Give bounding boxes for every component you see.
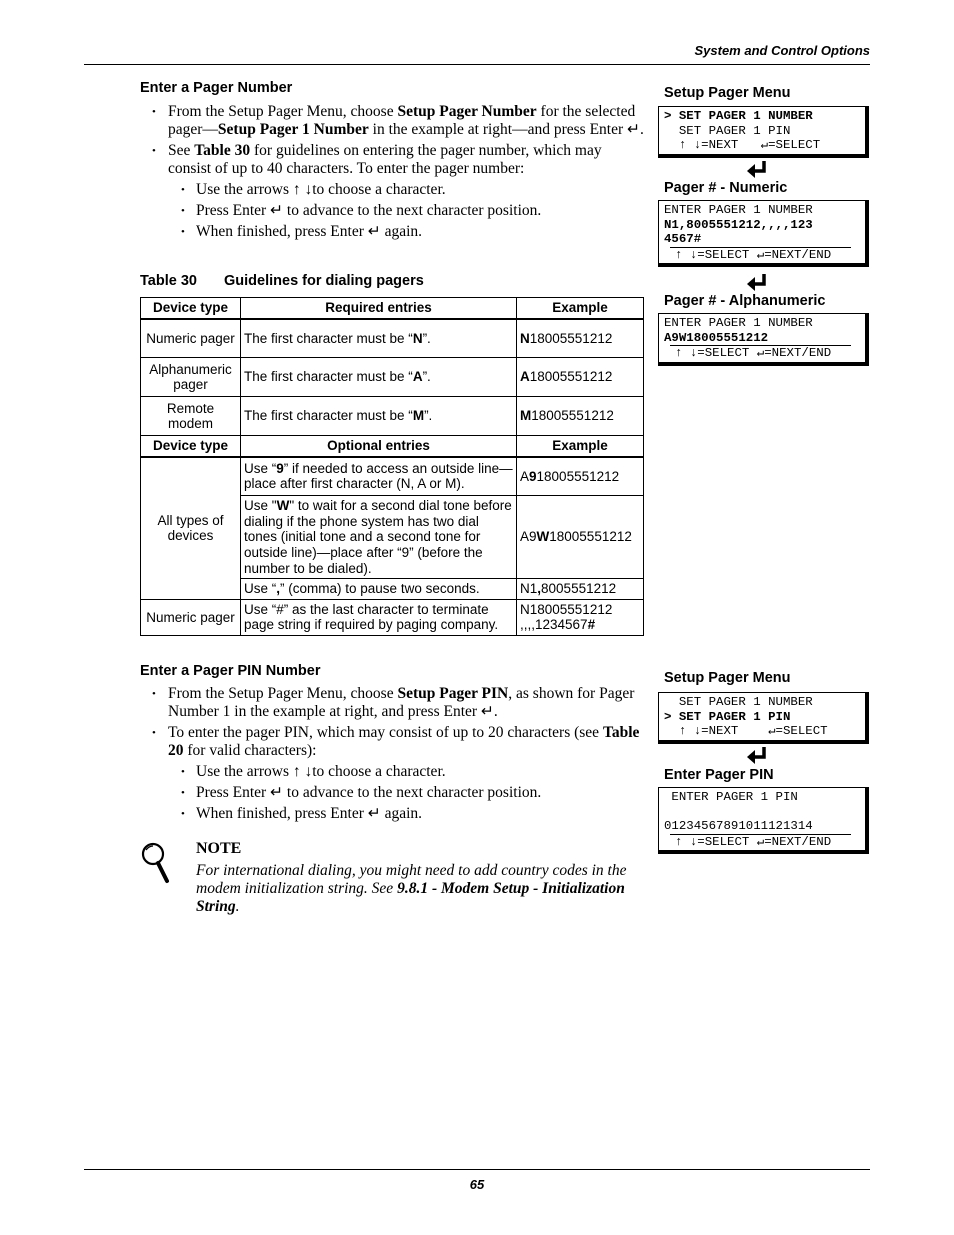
entry-cell: The first character must be “N”. bbox=[241, 319, 517, 358]
magnifier-note-icon bbox=[140, 842, 170, 884]
lcd-line bbox=[664, 805, 865, 820]
table-row bbox=[141, 599, 644, 635]
entry-cell: Use "W" to wait for a second dial tone before dialing if the phone system has two dial tones (initial tone and a second tone for outside line)—place after “9” (before the number to be dialed). bbox=[241, 496, 517, 579]
note-title: NOTE bbox=[196, 840, 242, 857]
sub-bullet-item: • Press Enter ↵ to advance to the next character position. bbox=[140, 202, 646, 220]
table-header-cell: Example bbox=[517, 436, 644, 457]
lcd-screen-setup-menu-pin bbox=[658, 692, 869, 744]
table-row bbox=[141, 319, 644, 358]
sub-bullet-item: • Press Enter ↵ to advance to the next character position. bbox=[140, 784, 646, 802]
table-row bbox=[141, 358, 644, 397]
pager-guidelines-table bbox=[140, 297, 644, 636]
lcd-line: ENTER PAGER 1 NUMBER bbox=[664, 316, 813, 330]
table-header-cell: Required entries bbox=[241, 298, 517, 319]
section-heading-pager-number: Enter a Pager Number bbox=[140, 80, 293, 96]
screen-label: Pager # - Numeric bbox=[664, 180, 788, 196]
lcd-screen-pin bbox=[658, 787, 869, 854]
section-heading-pager-pin: Enter a Pager PIN Number bbox=[140, 663, 321, 679]
table-header-cell: Device type bbox=[141, 298, 241, 319]
sub-bullet-item: • When finished, press Enter ↵ again. bbox=[140, 805, 646, 823]
sub-bullet-item: • When finished, press Enter ↵ again. bbox=[140, 223, 646, 241]
section-body-pager-number bbox=[140, 103, 646, 244]
lcd-screen-setup-menu bbox=[658, 106, 869, 158]
example-cell: N1,8005551212 bbox=[517, 579, 644, 600]
sub-bullet-item: • Use the arrows ↑ ↓to choose a character. bbox=[140, 181, 646, 199]
entry-cell: Use “#” as the last character to terminate page string if required by paging company. bbox=[241, 599, 517, 635]
table-row bbox=[141, 397, 644, 436]
page-number: 65 bbox=[469, 1177, 485, 1192]
bullet-item: • From the Setup Pager Menu, choose Setup Pager Number for the selected pager—Setup Pager 1 Number in the example at right—and press Enter ↵. bbox=[140, 103, 646, 139]
lcd-screen-alphanumeric bbox=[658, 313, 869, 366]
lcd-line: ENTER PAGER 1 PIN bbox=[664, 790, 798, 804]
enter-arrow-icon bbox=[746, 273, 768, 291]
lcd-line: ENTER PAGER 1 NUMBER bbox=[664, 203, 813, 217]
table-header-cell: Device type bbox=[141, 436, 241, 457]
lcd-line: > SET PAGER 1 PIN bbox=[664, 709, 791, 724]
table-subheader-row bbox=[141, 436, 644, 457]
lcd-line: ↑ ↓=SELECT ↵=NEXT/END bbox=[670, 345, 851, 361]
lcd-line: ↑ ↓=NEXT ↵=SELECT bbox=[664, 724, 828, 739]
screen-label: Setup Pager Menu bbox=[664, 670, 791, 686]
table-header-cell: Optional entries bbox=[241, 436, 517, 457]
section-body-pager-pin bbox=[140, 685, 646, 826]
lcd-screen-numeric bbox=[658, 200, 869, 267]
example-cell: A18005551212 bbox=[517, 358, 644, 397]
lcd-line: A9W18005551212 bbox=[664, 330, 769, 345]
enter-arrow-icon bbox=[746, 160, 768, 178]
sub-bullet-item: • Use the arrows ↑ ↓to choose a character. bbox=[140, 763, 646, 781]
example-cell: A9W18005551212 bbox=[517, 496, 644, 579]
lcd-line: N1,8005551212,,,,123 bbox=[664, 217, 813, 232]
bullet-item: • From the Setup Pager Menu, choose Setup Pager PIN, as shown for Pager Number 1 in the example at right, and press Enter ↵. bbox=[140, 685, 646, 721]
note-text: For international dialing, you might need to add country codes in the modem initialization string. See 9.8.1 - Modem Setup - Initialization String. bbox=[196, 862, 627, 915]
lcd-line: 4567# bbox=[664, 232, 702, 247]
entry-cell: Use “9” if needed to access an outside line—place after first character (N, A or M). bbox=[241, 457, 517, 496]
lcd-line: SET PAGER 1 PIN bbox=[664, 123, 791, 138]
device-cell: Alphanumeric pager bbox=[141, 358, 241, 397]
bullet-item: • To enter the pager PIN, which may consist of up to 20 characters (see Table 20 for valid characters): bbox=[140, 724, 646, 760]
example-cell: A918005551212 bbox=[517, 457, 644, 496]
screen-label: Pager # - Alphanumeric bbox=[664, 293, 826, 309]
device-cell: All types of devices bbox=[141, 457, 241, 600]
lcd-line: > SET PAGER 1 NUMBER bbox=[664, 109, 813, 123]
table-row bbox=[141, 457, 644, 496]
screen-label: Setup Pager Menu bbox=[664, 85, 791, 101]
example-cell: M18005551212 bbox=[517, 397, 644, 436]
lcd-line: ↑ ↓=SELECT ↵=NEXT/END bbox=[670, 247, 851, 263]
lcd-line: ↑ ↓=SELECT ↵=NEXT/END bbox=[670, 834, 851, 850]
enter-arrow-icon bbox=[746, 746, 768, 764]
screen-label: Enter Pager PIN bbox=[664, 767, 774, 783]
bullet-item: • See Table 30 for guidelines on entering the pager number, which may consist of up to 40 characters. To enter the pager number: bbox=[140, 142, 646, 178]
table-caption: Table 30 Guidelines for dialing pagers bbox=[140, 273, 424, 289]
entry-cell: The first character must be “A”. bbox=[241, 358, 517, 397]
lcd-line: 01234567891011121314 bbox=[664, 819, 813, 834]
lcd-line: SET PAGER 1 NUMBER bbox=[664, 695, 813, 709]
device-cell: Remote modem bbox=[141, 397, 241, 436]
footer-rule bbox=[84, 1169, 870, 1170]
lcd-line: ↑ ↓=NEXT ↵=SELECT bbox=[664, 138, 821, 153]
device-cell: Numeric pager bbox=[141, 319, 241, 358]
table-header-row bbox=[141, 298, 644, 319]
example-cell: N18005551212 bbox=[517, 319, 644, 358]
device-cell: Numeric pager bbox=[141, 599, 241, 635]
table-header-cell: Example bbox=[517, 298, 644, 319]
entry-cell: Use “,” (comma) to pause two seconds. bbox=[241, 579, 517, 600]
entry-cell: The first character must be “M”. bbox=[241, 397, 517, 436]
running-header: System and Control Options bbox=[694, 43, 870, 58]
example-cell: N18005551212 ,,,,1234567# bbox=[517, 599, 644, 635]
header-rule bbox=[84, 64, 870, 65]
